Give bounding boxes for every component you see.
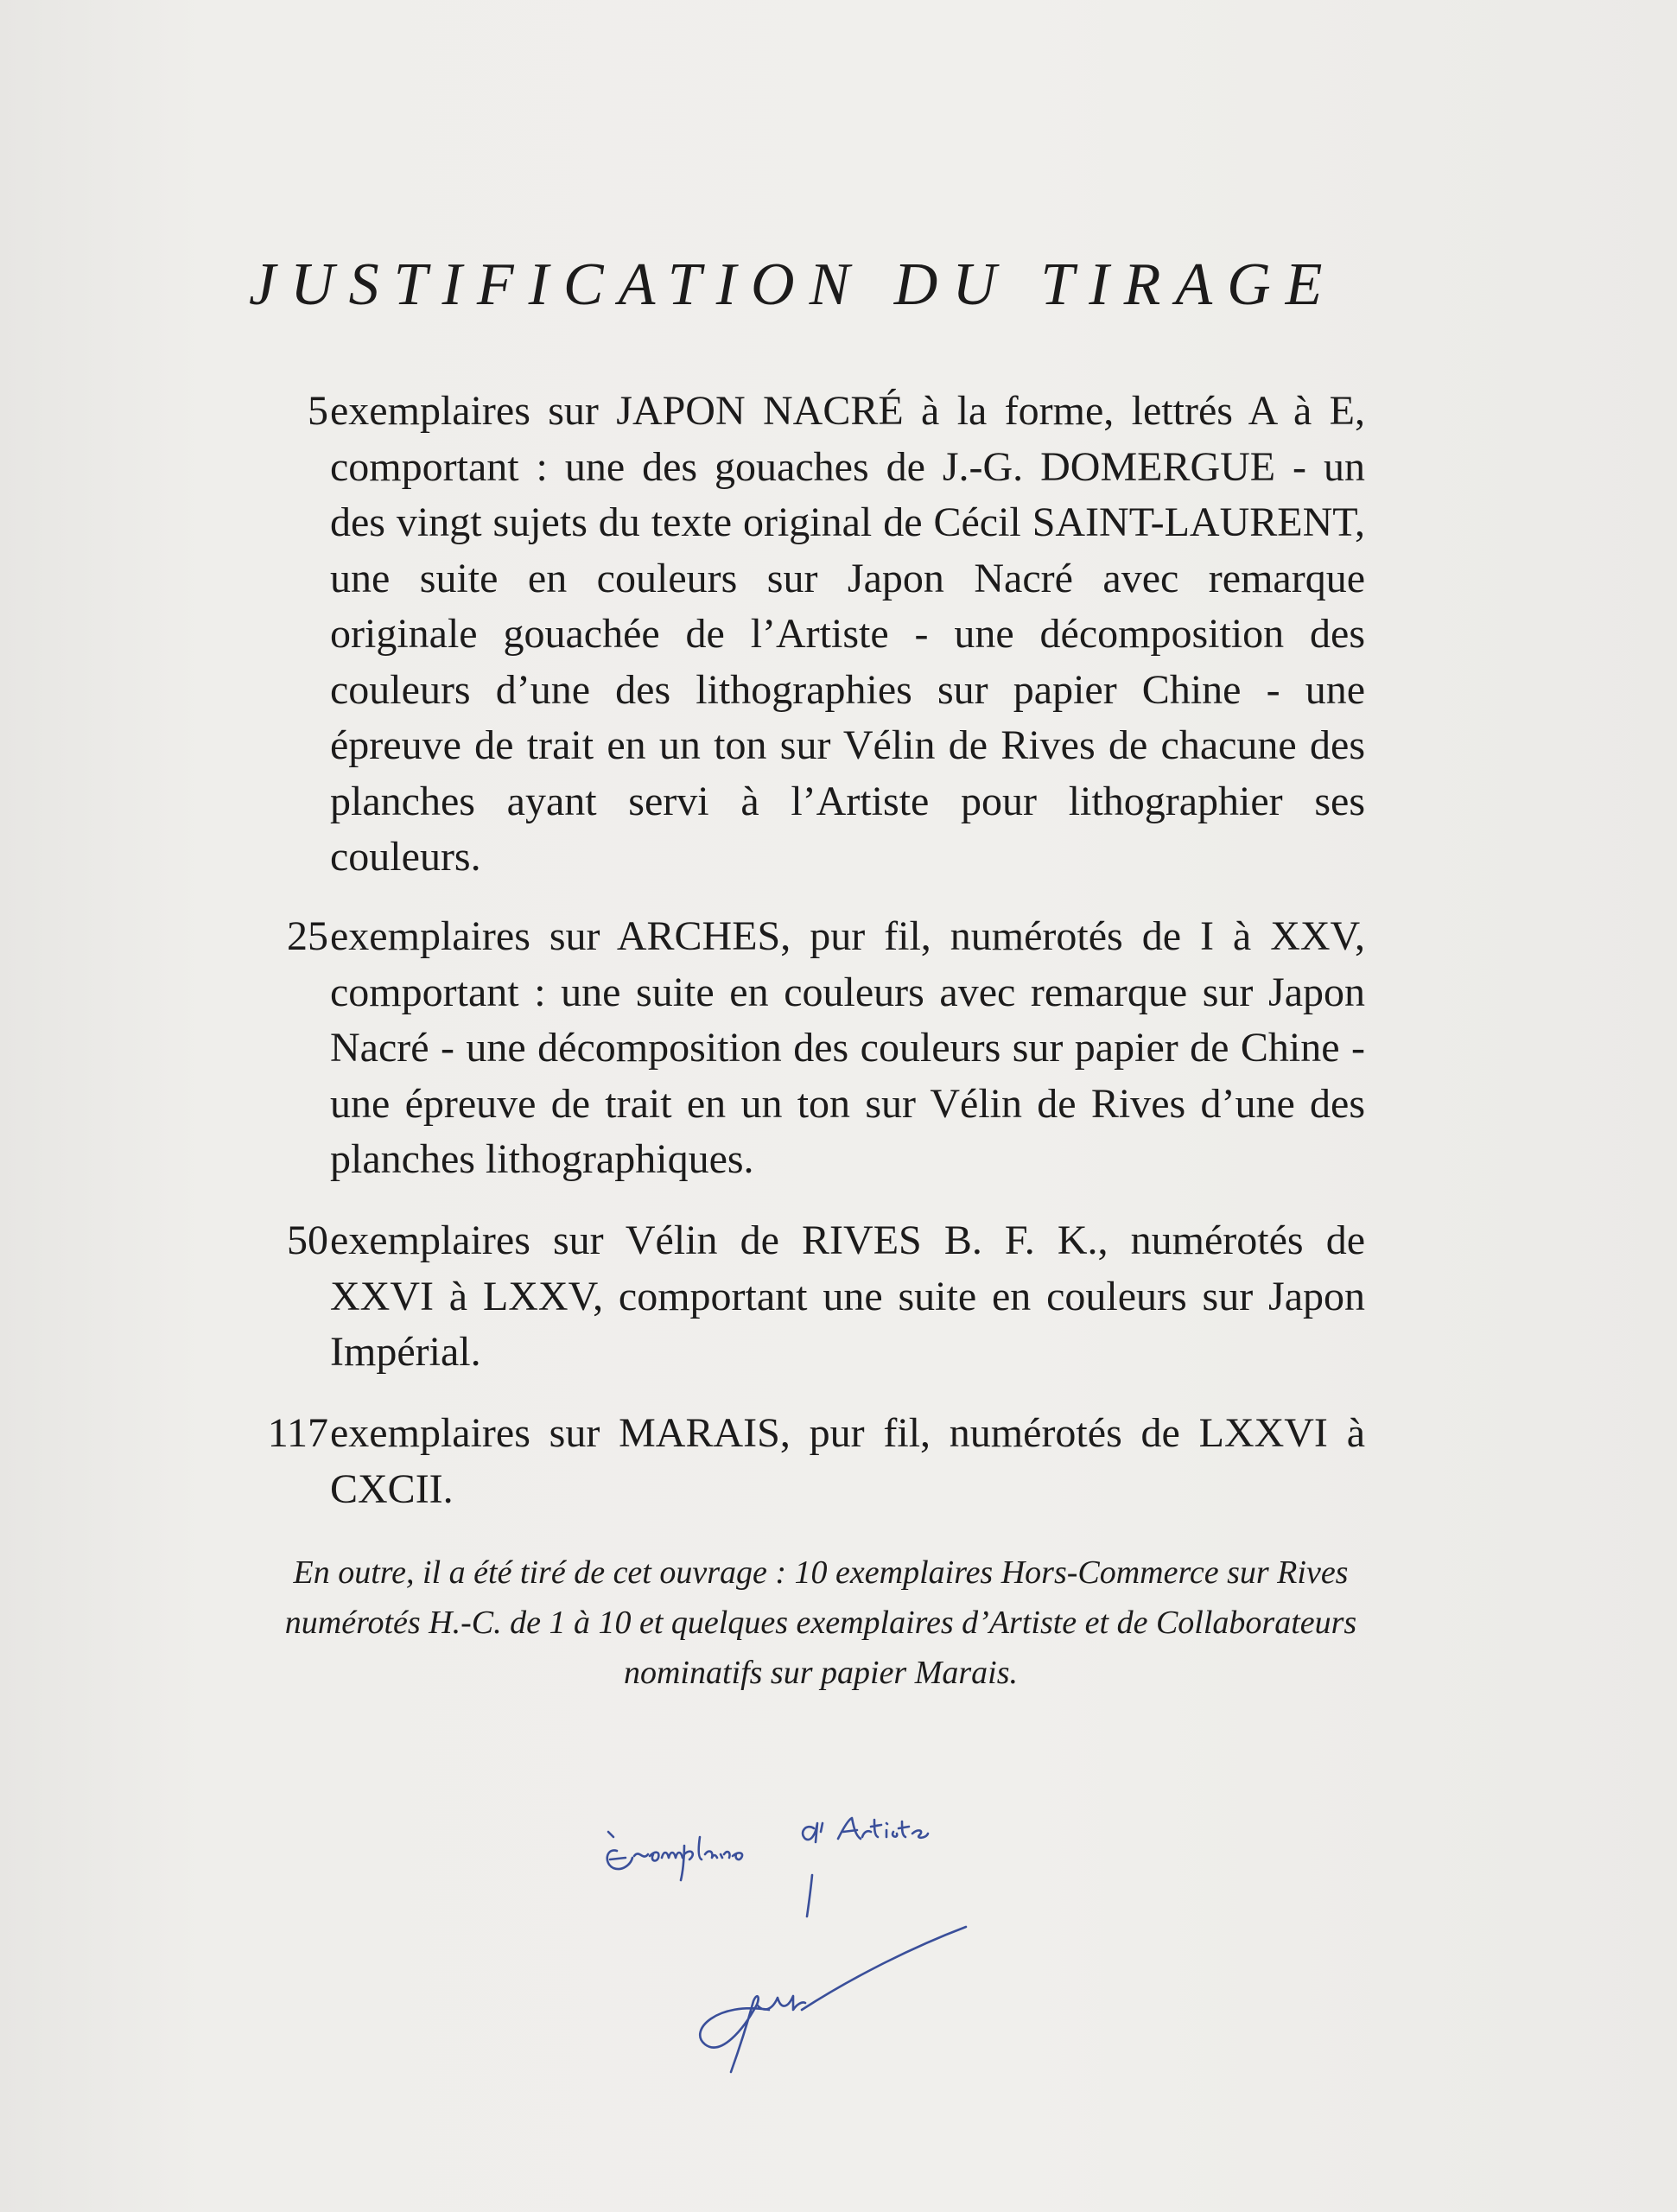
entry-text: exemplaires sur JAPON NACRÉ à la forme, lettrés A à E, comportant : une des gouaches de J.-G. DOMERGUE - un des vingt sujets du texte original de Cécil SAINT-LAURENT, une suite en couleurs sur Japon Nacré avec remarque originale gouachée de l’Artiste - une décomposition des couleurs d’une des lithographies sur papier Chine - une épreuve de trait en un ton sur Vélin de Rives de chacune des planches ayant servi à l’Artiste pour lithographier ses couleurs.	[330, 388, 1365, 880]
handwritten-signature	[588, 1797, 1071, 2108]
edition-note: En outre, il a été tiré de cet ouvrage : 10 exemplaires Hors-Commerce sur Rives numérotés H.-C. de 1 à 10 et quelques exemplaires d’Artiste et de Collaborateurs nominatifs sur papier Marais.	[284, 1554, 1357, 1691]
edition-entry	[251, 1406, 1374, 1517]
handwriting-exemplaire	[607, 1837, 742, 1880]
entry-text: exemplaires sur ARCHES, pur fil, numérotés de I à XXV, comportant : une suite en couleurs avec remarque sur Japon Nacré - une décomposition des couleurs sur papier de Chine - une épreuve de trait en un ton sur Vélin de Rives d’une des planches lithographiques.	[330, 913, 1365, 1182]
signature-flourish	[700, 1927, 966, 2072]
entry-count: 50	[287, 1217, 328, 1263]
entry-text: exemplaires sur Vélin de RIVES B. F. K., numérotés de XXVI à LXXV, comportant une suite en couleurs sur Japon Impérial.	[330, 1217, 1365, 1375]
edition-entry	[251, 1213, 1374, 1381]
signature-stroke	[807, 1875, 812, 1916]
handwriting-artiste	[803, 1818, 928, 1842]
edition-entry	[251, 909, 1374, 1188]
entry-text: exemplaires sur MARAIS, pur fil, numérotés de LXXVI à CXCII.	[330, 1410, 1365, 1512]
handwriting-exemplaire-accent	[608, 1832, 613, 1837]
page-title: JUSTIFICATION DU TIRAGE	[249, 251, 1337, 318]
entry-count: 117	[267, 1410, 328, 1456]
entry-count: 5	[308, 388, 328, 434]
entry-count: 25	[287, 913, 328, 959]
edition-entry	[251, 384, 1374, 886]
